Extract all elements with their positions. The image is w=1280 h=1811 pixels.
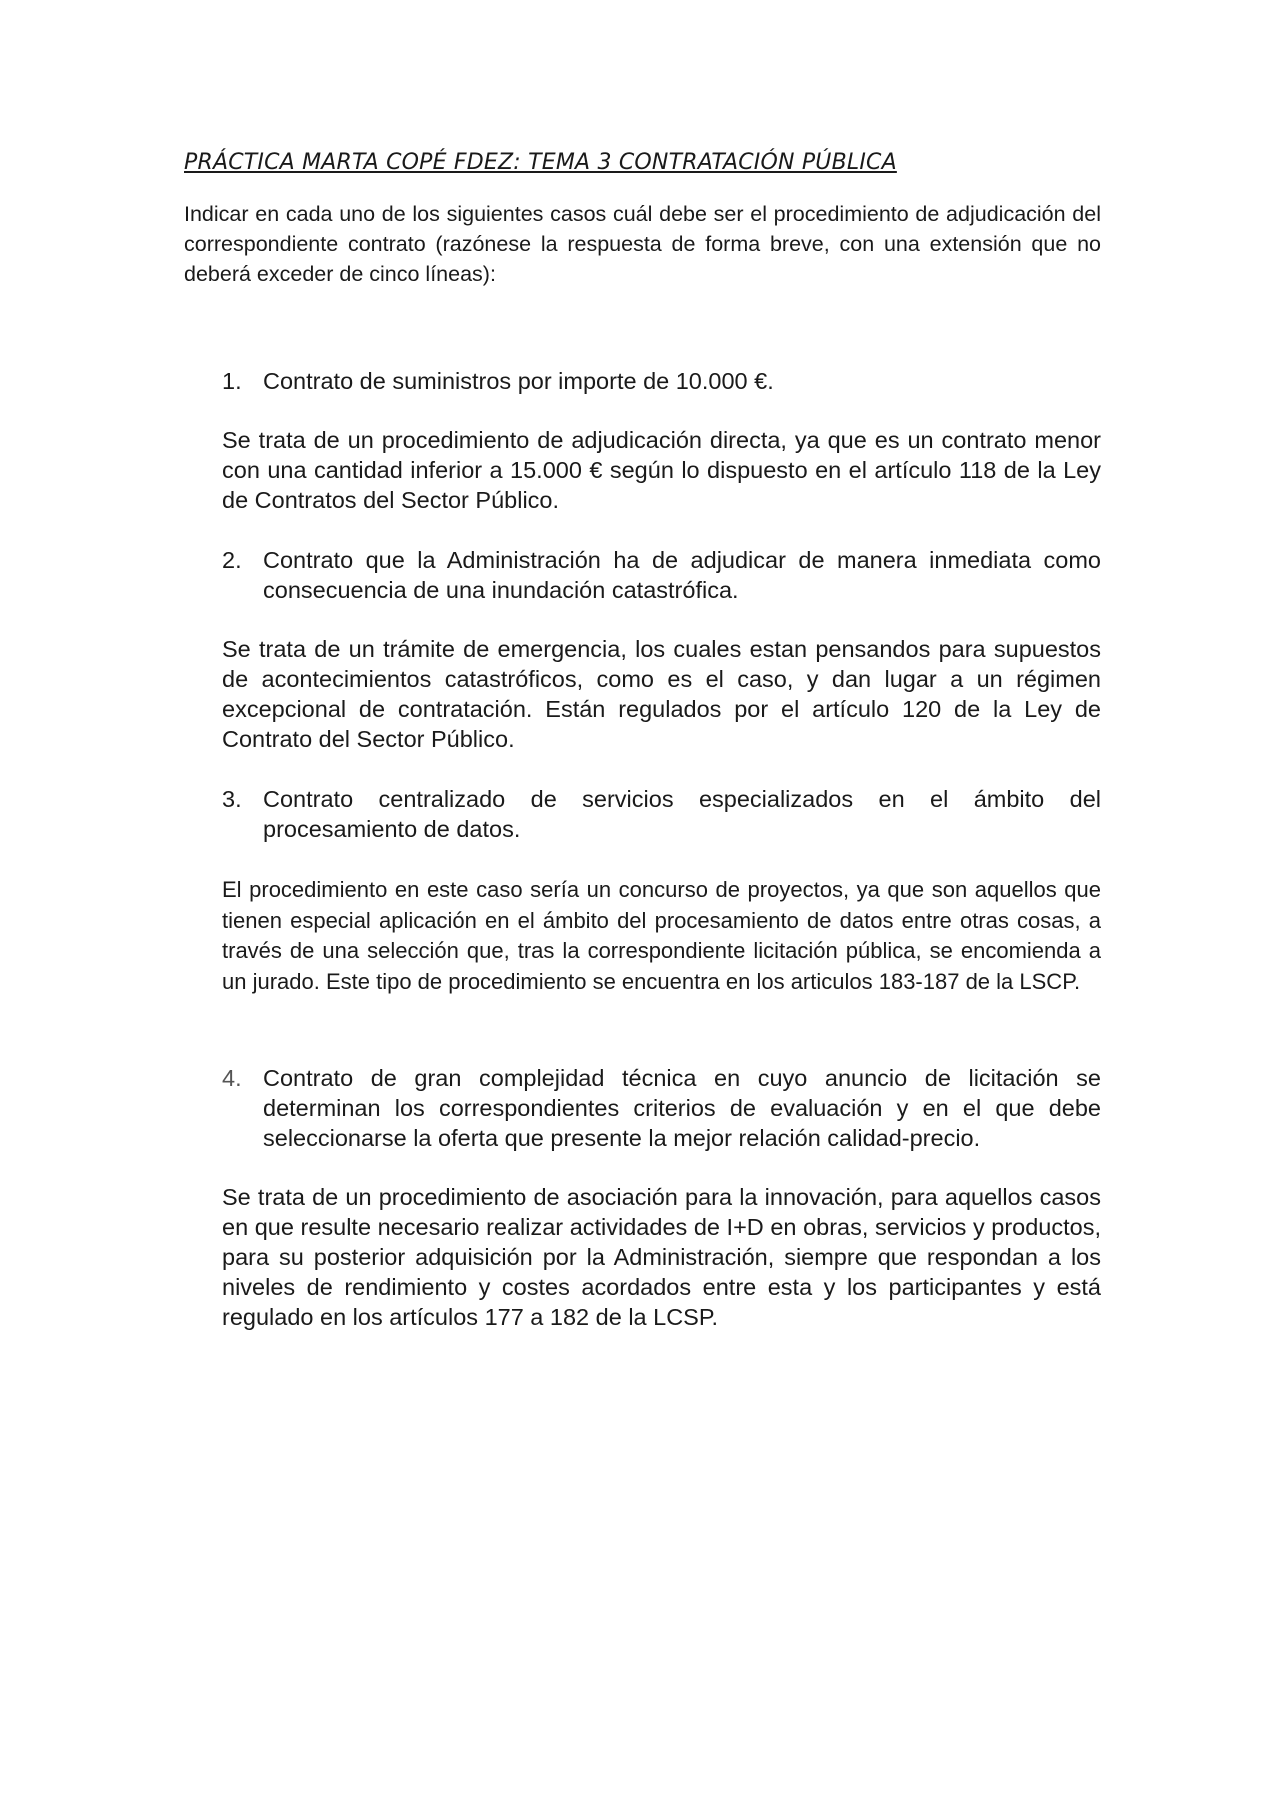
question-text: Contrato de suministros por importe de 10.000 €. (263, 368, 774, 394)
question-4 (222, 1063, 1101, 1153)
question-text: Contrato de gran complejidad técnica en cuyo anuncio de licitación se determinan los correspondientes criterios de evaluación y en el que debe seleccionarse la oferta que presente la mejor relación calidad-precio. (263, 1065, 1101, 1151)
answer-1: Se trata de un procedimiento de adjudicación directa, ya que es un contrato menor con una cantidad inferior a 15.000 € según lo dispuesto en el artículo 118 de la Ley de Contratos del Sector Público. (222, 427, 1101, 513)
intro-paragraph: Indicar en cada uno de los siguientes casos cuál debe ser el procedimiento de adjudicación del correspondiente contrato (razónese la respuesta de forma breve, con una extensión que no deberá exceder de cinco líneas): (184, 202, 1101, 286)
question-text: Contrato que la Administración ha de adjudicar de manera inmediata como consecuencia de una inundación catastrófica. (263, 547, 1101, 603)
page-title: PRÁCTICA MARTA COPÉ FDEZ: TEMA 3 CONTRATACIÓN PÚBLICA (184, 150, 897, 175)
answer-4: Se trata de un procedimiento de asociación para la innovación, para aquellos casos en que resulte necesario realizar actividades de I+D en obras, servicios y productos, para su posterior adquisición por la Administración, siempre que respondan a los niveles de rendimiento y costes acordados entre esta y los participantes y está regulado en los artículos 177 a 182 de la LCSP. (222, 1184, 1101, 1330)
question-number: 3. (222, 786, 242, 812)
question-number: 1. (222, 368, 242, 394)
answer-3: El procedimiento en este caso sería un concurso de proyectos, ya que son aquellos que tienen especial aplicación en el ámbito del procesamiento de datos entre otras cosas, a través de una selección que, tras la correspondiente licitación pública, se encomienda a un jurado. Este tipo de procedimiento se encuentra en los articulos 183-187 de la LSCP. (222, 877, 1101, 994)
question-1 (222, 366, 1101, 396)
question-number: 4. (222, 1065, 242, 1091)
question-text: Contrato centralizado de servicios especializados en el ámbito del procesamiento de datos. (263, 786, 1101, 842)
question-number: 2. (222, 547, 242, 573)
question-2 (222, 545, 1101, 605)
question-3 (222, 784, 1101, 844)
answer-2: Se trata de un trámite de emergencia, los cuales estan pensandos para supuestos de acontecimientos catastróficos, como es el caso, y dan lugar a un régimen excepcional de contratación. Están regulados por el artículo 120 de la Ley de Contrato del Sector Público. (222, 636, 1101, 752)
